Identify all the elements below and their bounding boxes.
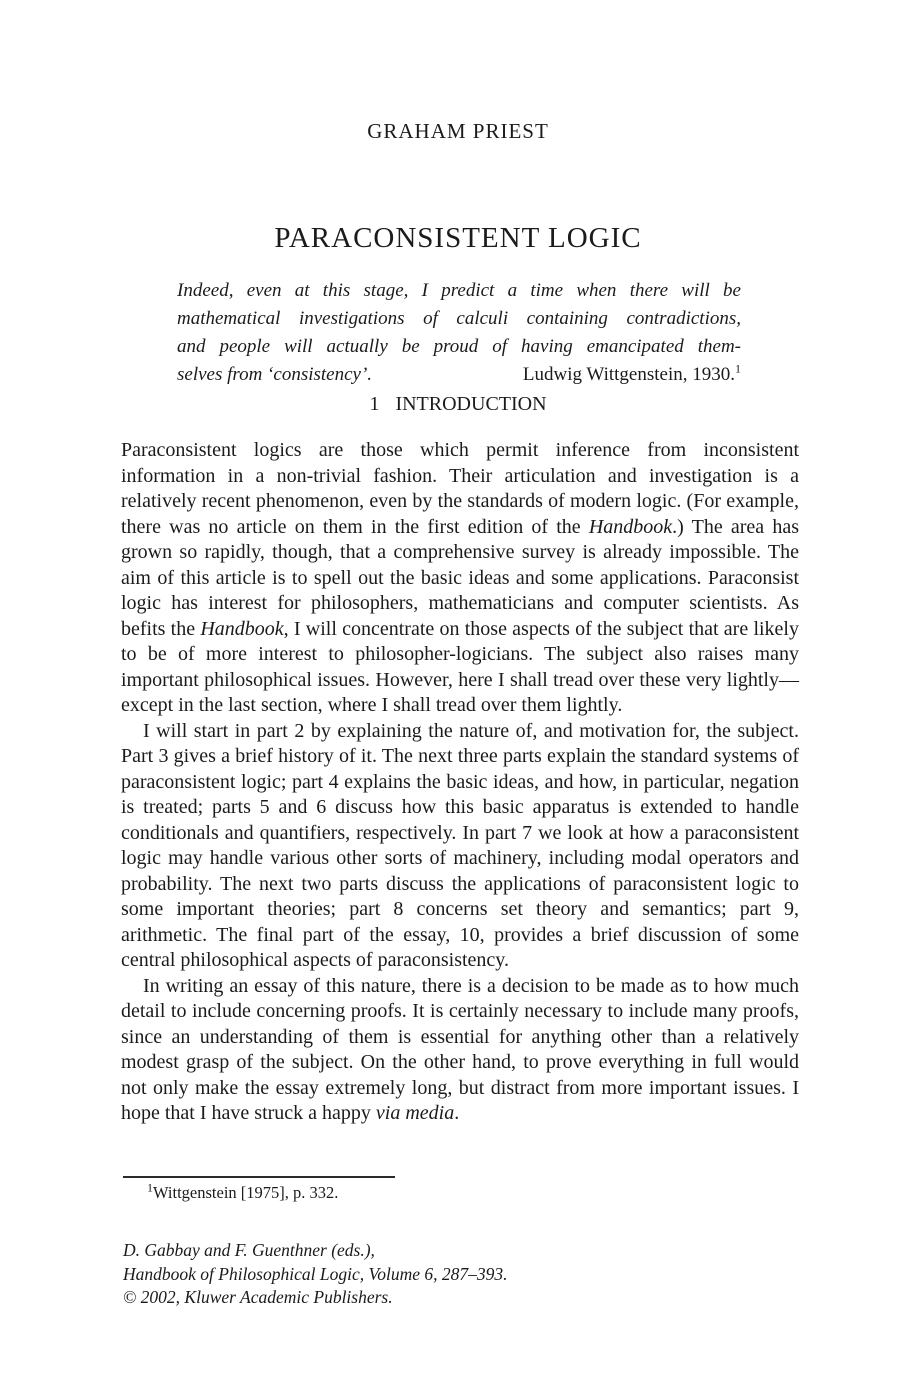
epigraph-last-line — [177, 361, 741, 389]
epigraph-line: mathematical investigations of calculi containing contradictions, — [177, 308, 741, 329]
body-paragraph: Paraconsistent logics are those which permit inference from inconsistent information in a non-trivial fashion. Their articulation and investigation is a relatively recent phenomenon, even by the standards of modern logic. (For example, there was no article on them in the first edition of the Handbook.) The area has grown so rapidly, though, that a comprehensive survey is already impossible. The aim of this article is to spell out the basic ideas and some applications. Paraconsist logic has interest for philosophers, mathematicians and computer scientists. As befits the Handbook, I will concentrate on those aspects of the subject that are likely to be of more interest to philosopher-logicians. The subject also raises many important philosophical issues. However, here I shall tread over these very lightly—except in the last section, where I shall tread over them lightly. — [121, 439, 800, 716]
body-paragraph: In writing an essay of this nature, there is a decision to be made as to how much detail to include concerning proofs. It is certainly necessary to include many proofs, since an understanding of them is essential for anything other than a relatively modest grasp of the subject. On the other hand, to prove everything in full would not only make the essay extremely long, but distract from more important issues. I hope that I have struck a happy via media. — [121, 974, 799, 1124]
article-body — [121, 438, 799, 1127]
footnote-marker: 1 — [735, 361, 741, 376]
section-title: INTRODUCTION — [395, 393, 547, 415]
publication-footer — [123, 1239, 801, 1310]
page-title: PARACONSISTENT LOGIC — [274, 222, 642, 254]
epigraph-attribution — [523, 361, 741, 389]
section-heading — [0, 391, 916, 417]
footnote-marker: 1 — [147, 1180, 153, 1195]
footnote-text: Wittgenstein [1975], p. 332. — [153, 1183, 339, 1202]
epigraph-line: Indeed, even at this stage, I predict a time when there will be — [177, 280, 741, 301]
section-number: 1 — [369, 393, 380, 415]
footer-line: © 2002, Kluwer Academic Publishers. — [123, 1287, 393, 1307]
attribution-text: Ludwig Wittgenstein, 1930. — [522, 364, 735, 385]
epigraph-line: selves from ‘consistency’. — [177, 364, 373, 385]
footnote-block — [123, 1176, 801, 1203]
epigraph — [177, 277, 741, 389]
author-name: GRAHAM PRIEST — [367, 119, 549, 143]
footer-line: Handbook of Philosophical Logic, Volume 6, 287–393. — [123, 1263, 508, 1284]
footnote-rule — [123, 1176, 395, 1178]
footer-line: D. Gabbay and F. Guenthner (eds.), — [123, 1240, 375, 1260]
body-paragraph: I will start in part 2 by explaining the nature of, and motivation for, the subject. Part 3 gives a brief history of it. The next three parts explain the standard systems of paraconsistent logic; part 4 explains the basic ideas, and how, in particular, negation is treated; parts 5 and 6 discuss how this basic apparatus is extended to handle conditionals and quantifiers, respectively. In part 7 we look at how a paraconsistent logic may handle various other sorts of machinery, including modal operators and probability. The next two parts discuss the applications of paraconsistent logic to some important theories; part 8 concerns set theory and semantics; part 9, arithmetic. The final part of the essay, 10, provides a brief discussion of some central philosophical aspects of paraconsistency. — [121, 719, 799, 971]
footnote — [123, 1182, 801, 1203]
epigraph-line: and people will actually be proud of having emancipated them- — [177, 336, 741, 357]
